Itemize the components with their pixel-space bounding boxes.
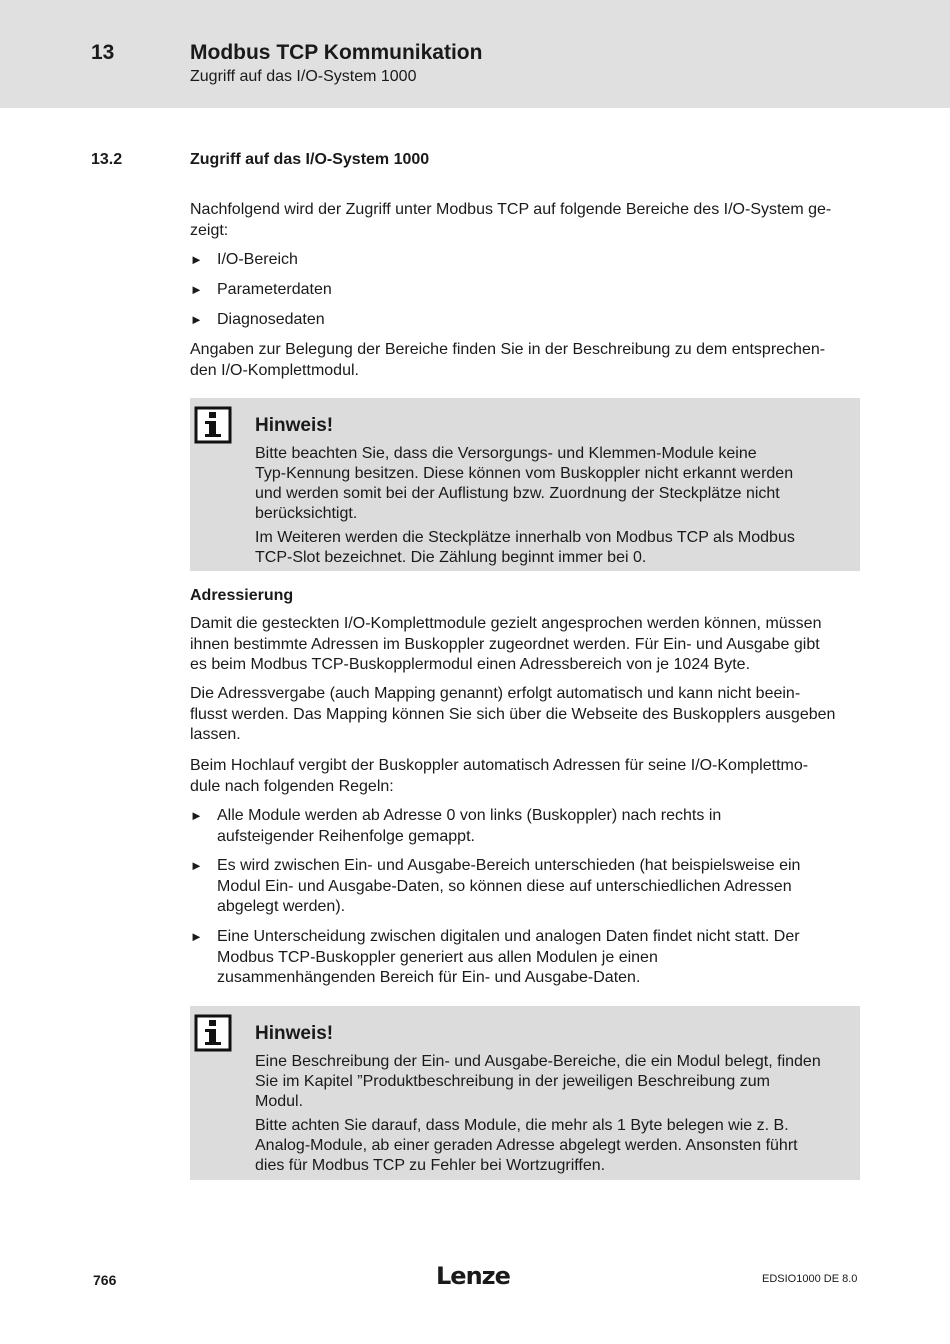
text-line: dule nach folgenden Regeln:	[190, 777, 394, 795]
list-item	[190, 310, 860, 331]
info-icon	[194, 406, 232, 444]
chapter-title: Modbus TCP Kommunikation	[190, 41, 483, 64]
document-id: EDSIO1000 DE 8.0	[762, 1273, 858, 1285]
text-line: Modul.	[255, 1093, 304, 1110]
text-line: Analog-Module, ab einer geraden Adresse abgelegt werden. Ansonsten führt	[255, 1137, 798, 1154]
text-line: Eine Unterscheidung zwischen digitalen und analogen Daten findet nicht statt. Der	[217, 928, 800, 945]
text-line: ihnen bestimmte Adressen im Buskoppler zugeordnet werden. Für Ein- und Ausgabe gibt	[190, 635, 820, 653]
text-line: Im Weiteren werden die Steckplätze innerhalb von Modbus TCP als Modbus	[255, 529, 795, 546]
intro-after-paragraph	[190, 340, 860, 381]
text-line: zeigt:	[190, 221, 229, 239]
chapter-number: 13	[91, 41, 115, 64]
bullet-arrow-icon: ►	[190, 282, 203, 297]
text-line: abgelegt werden).	[217, 898, 346, 915]
subsection-heading: Adressierung	[190, 587, 294, 604]
text-line: Nachfolgend wird der Zugriff unter Modbus TCP auf folgende Bereiche des I/O-System ge-	[190, 201, 832, 218]
text-line: Sie im Kapitel ”Produktbeschreibung in der jeweiligen Beschreibung zum	[255, 1073, 770, 1090]
text-line: Die Adressvergabe (auch Mapping genannt) erfolgt automatisch und kann nicht beein-	[190, 685, 801, 702]
addressing-paragraph	[190, 756, 860, 797]
note-paragraph	[255, 444, 855, 524]
text-line: TCP-Slot bezeichnet. Die Zählung beginnt immer bei 0.	[255, 549, 647, 566]
text-line: Bitte achten Sie darauf, dass Module, die mehr als 1 Byte belegen wie z. B.	[255, 1117, 789, 1134]
text-line: Damit die gesteckten I/O-Komplettmodule gezielt angesprochen werden können, müssen	[190, 615, 822, 632]
text-line: Alle Module werden ab Adresse 0 von links (Buskoppler) nach rechts in	[217, 807, 722, 824]
list-item	[190, 927, 860, 989]
text-line: Bitte beachten Sie, dass die Versorgungs- und Klemmen-Module keine	[255, 445, 757, 462]
text-line: aufsteigender Reihenfolge gemappt.	[217, 827, 475, 845]
note-paragraph	[255, 1052, 855, 1112]
text-line: Typ-Kennung besitzen. Diese können vom Buskoppler nicht erkannt werden	[255, 465, 794, 482]
note-box	[190, 398, 860, 571]
text-line: Es wird zwischen Ein- und Ausgabe-Bereich unterschieden (hat beispielsweise ein	[217, 857, 801, 874]
list-item-text: Parameterdaten	[217, 281, 332, 298]
chapter-subtitle: Zugriff auf das I/O-System 1000	[190, 68, 417, 85]
bullet-arrow-icon: ►	[190, 808, 203, 823]
addressing-paragraph	[190, 614, 860, 676]
note-title: Hinweis!	[255, 1023, 334, 1044]
lenze-logo: Lenze	[436, 1262, 510, 1290]
list-item	[190, 280, 860, 301]
text-line: und werden somit bei der Auflistung bzw. Zuordnung der Steckplätze nicht	[255, 485, 780, 502]
list-item	[190, 250, 860, 271]
note-box	[190, 1006, 860, 1180]
text-line: lassen.	[190, 726, 241, 743]
text-line: zusammenhängenden Bereich für Ein- und Ausgabe-Daten.	[217, 969, 641, 986]
list-item	[190, 806, 860, 847]
text-line: es beim Modbus TCP-Buskopplermodul einen Adressbereich von je 1024 Byte.	[190, 656, 751, 673]
text-line: dies für Modbus TCP zu Fehler bei Wortzugriffen.	[255, 1157, 606, 1174]
text-line: berücksichtigt.	[255, 505, 358, 522]
section-title: Zugriff auf das I/O-System 1000	[190, 151, 430, 168]
note-paragraph	[255, 1116, 855, 1176]
bullet-arrow-icon: ►	[190, 929, 203, 944]
list-item-text: Diagnosedaten	[217, 311, 325, 328]
list-item-text: I/O-Bereich	[217, 251, 298, 268]
section-number: 13.2	[91, 151, 123, 168]
text-line: Modbus TCP-Buskoppler generiert aus allen Modulen je einen	[217, 948, 658, 966]
bullet-arrow-icon: ►	[190, 312, 203, 327]
info-icon	[194, 1014, 232, 1052]
addressing-paragraph	[190, 684, 860, 746]
text-line: Angaben zur Belegung der Bereiche finden Sie in der Beschreibung zu dem entsprechen-	[190, 341, 826, 358]
intro-paragraph	[190, 200, 860, 241]
text-line: flusst werden. Das Mapping können Sie sich über die Webseite des Buskopplers ausgeben	[190, 705, 836, 723]
page-number: 766	[93, 1272, 117, 1288]
text-line: Beim Hochlauf vergibt der Buskoppler automatisch Adressen für seine I/O-Komplettmo-	[190, 757, 809, 774]
list-item	[190, 856, 860, 918]
note-paragraph	[255, 528, 855, 568]
bullet-arrow-icon: ►	[190, 252, 203, 267]
note-title: Hinweis!	[255, 415, 334, 436]
bullet-arrow-icon: ►	[190, 858, 203, 873]
text-line: den I/O-Komplettmodul.	[190, 361, 359, 379]
text-line: Eine Beschreibung der Ein- und Ausgabe-Bereiche, die ein Modul belegt, finden	[255, 1053, 821, 1070]
text-line: Modul Ein- und Ausgabe-Daten, so können diese auf unterschiedlichen Adressen	[217, 877, 792, 895]
